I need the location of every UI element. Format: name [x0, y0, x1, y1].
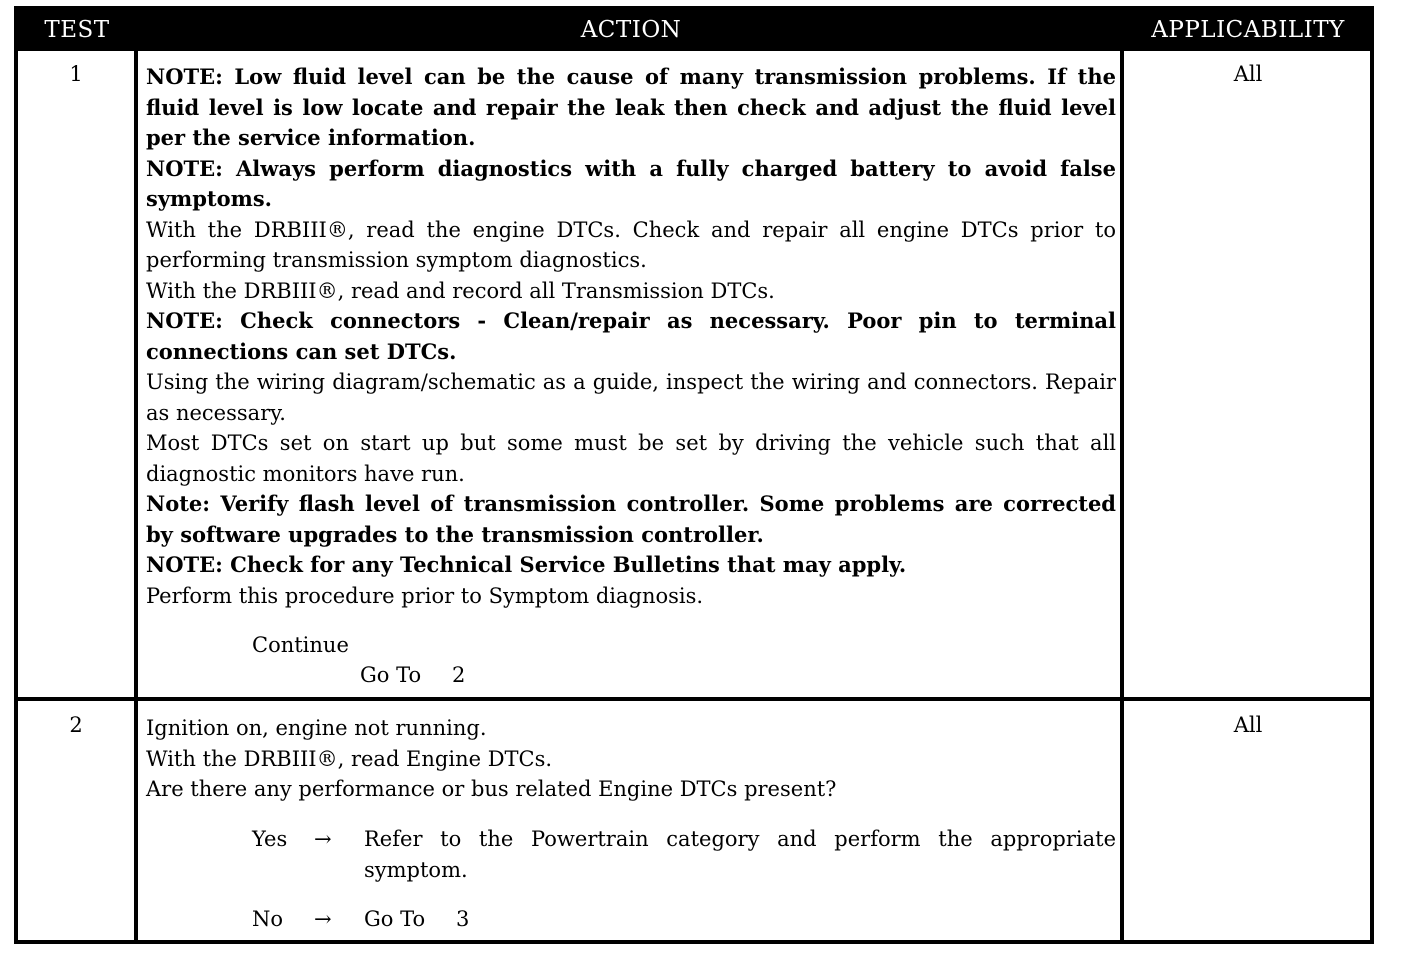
header-applicability: APPLICABILITY: [1151, 17, 1345, 43]
row-1-goto-target: 2: [452, 663, 466, 687]
row-2-applicability: All: [1233, 713, 1263, 737]
row-2-no-goto-target: 3: [456, 907, 470, 931]
row-2-line-1: Ignition on, engine not running.: [146, 716, 487, 740]
row-1-line-9: NOTE: Check for any Technical Service Bulletins that may apply.: [146, 552, 907, 577]
row-1-line-1: NOTE: Low fluid level can be the cause of many transmission problems. If the fluid level is low locate and repair the leak then check and adjust the fluid level per the service information.: [146, 64, 1116, 150]
row-2-no-arrow: →: [314, 907, 332, 931]
row-2-yes-arrow: →: [314, 827, 332, 851]
row-1-line-8: Note: Verify flash level of transmission controller. Some problems are corrected by software upgrades to the transmission controller.: [146, 491, 1116, 547]
row-2-line-3: Are there any performance or bus related Engine DTCs present?: [146, 777, 837, 801]
row-1-line-5: NOTE: Check connectors - Clean/repair as necessary. Poor pin to terminal connections can set DTCs.: [146, 308, 1116, 364]
row-1-line-2: NOTE: Always perform diagnostics with a fully charged battery to avoid false symptoms.: [146, 155, 1116, 211]
row-2-yes-label: Yes: [252, 827, 288, 851]
row-1-line-6: Using the wiring diagram/schematic as a guide, inspect the wiring and connectors. Repair as necessary.: [146, 370, 1116, 425]
row-2-test-number: 2: [69, 713, 83, 737]
row-1-line-3: With the DRBIII®, read the engine DTCs. Check and repair all engine DTCs prior to performing transmission symptom diagnostics.: [146, 217, 1116, 272]
row-1-applicability: All: [1233, 62, 1263, 86]
row-2-no-label: No: [252, 907, 284, 931]
row-1-action: [146, 62, 1116, 611]
row-2-action: [146, 713, 1116, 805]
row-1-line-4: With the DRBIII®, read and record all Transmission DTCs.: [146, 278, 775, 303]
row-1-goto-label: Go To: [360, 663, 422, 687]
diagnostic-table: [14, 6, 1374, 944]
row-1-line-7: Most DTCs set on start up but some must be set by driving the vehicle such that all diagnostic monitors have run.: [146, 431, 1116, 486]
row-1-continue-label: Continue: [252, 633, 349, 657]
row-2-line-2: With the DRBIII®, read Engine DTCs.: [146, 746, 553, 771]
row-1-line-10: Perform this procedure prior to Symptom diagnosis.: [146, 583, 704, 608]
row-divider: [18, 697, 1370, 701]
header-test: TEST: [44, 17, 110, 43]
row-1-test-number: 1: [69, 62, 83, 86]
table-header: [18, 10, 1374, 51]
row-2-yes-text: Refer to the Powertrain category and perform the appropriate symptom.: [364, 827, 1116, 882]
column-divider-action-applicability: [1120, 51, 1124, 940]
column-divider-test-action: [134, 51, 138, 940]
header-action: ACTION: [580, 17, 682, 43]
row-2-no-goto-label: Go To: [364, 907, 426, 931]
